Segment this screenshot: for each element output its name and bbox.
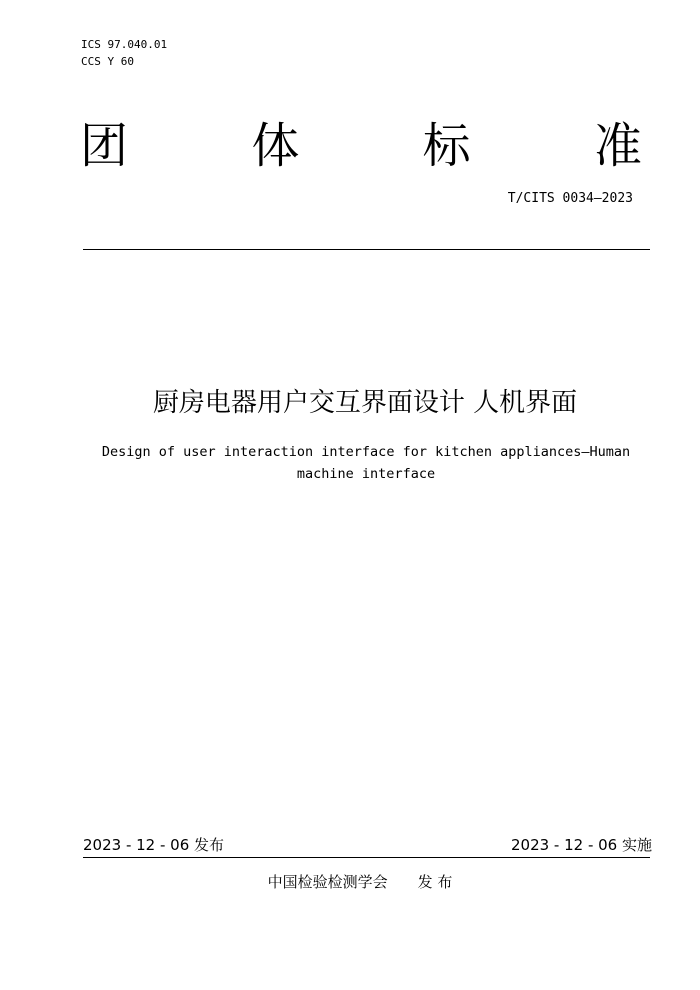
issue-date: 2023 - 12 - 06 发布 <box>83 836 225 854</box>
title-chinese: 厨房电器用户交互界面设计 人机界面 <box>152 388 578 418</box>
standard-type-char-4: 准 <box>593 118 642 174</box>
publisher-name: 中国检验检测学会 <box>267 873 388 891</box>
standard-type-char-2: 体 <box>251 118 300 174</box>
ics-code: ICS 97.040.01 <box>81 38 168 51</box>
standard-number: T/CITS 0034—2023 <box>507 191 633 206</box>
publish-label: 发 布 <box>417 873 453 891</box>
title-english-line-2: machine interface <box>296 466 436 482</box>
standard-type-heading <box>80 118 642 174</box>
standard-type-char-1: 团 <box>80 118 129 174</box>
publisher-line <box>0 871 700 892</box>
title-english <box>90 441 642 485</box>
ccs-code: CCS Y 60 <box>81 55 134 68</box>
classification-codes <box>81 36 167 70</box>
top-divider <box>83 249 650 250</box>
title-english-line-1: Design of user interaction interface for kitchen appliances—Human <box>101 444 631 460</box>
bottom-divider <box>83 857 650 858</box>
standard-type-char-3: 标 <box>422 118 471 174</box>
implementation-date: 2023 - 12 - 06 实施 <box>510 836 652 854</box>
